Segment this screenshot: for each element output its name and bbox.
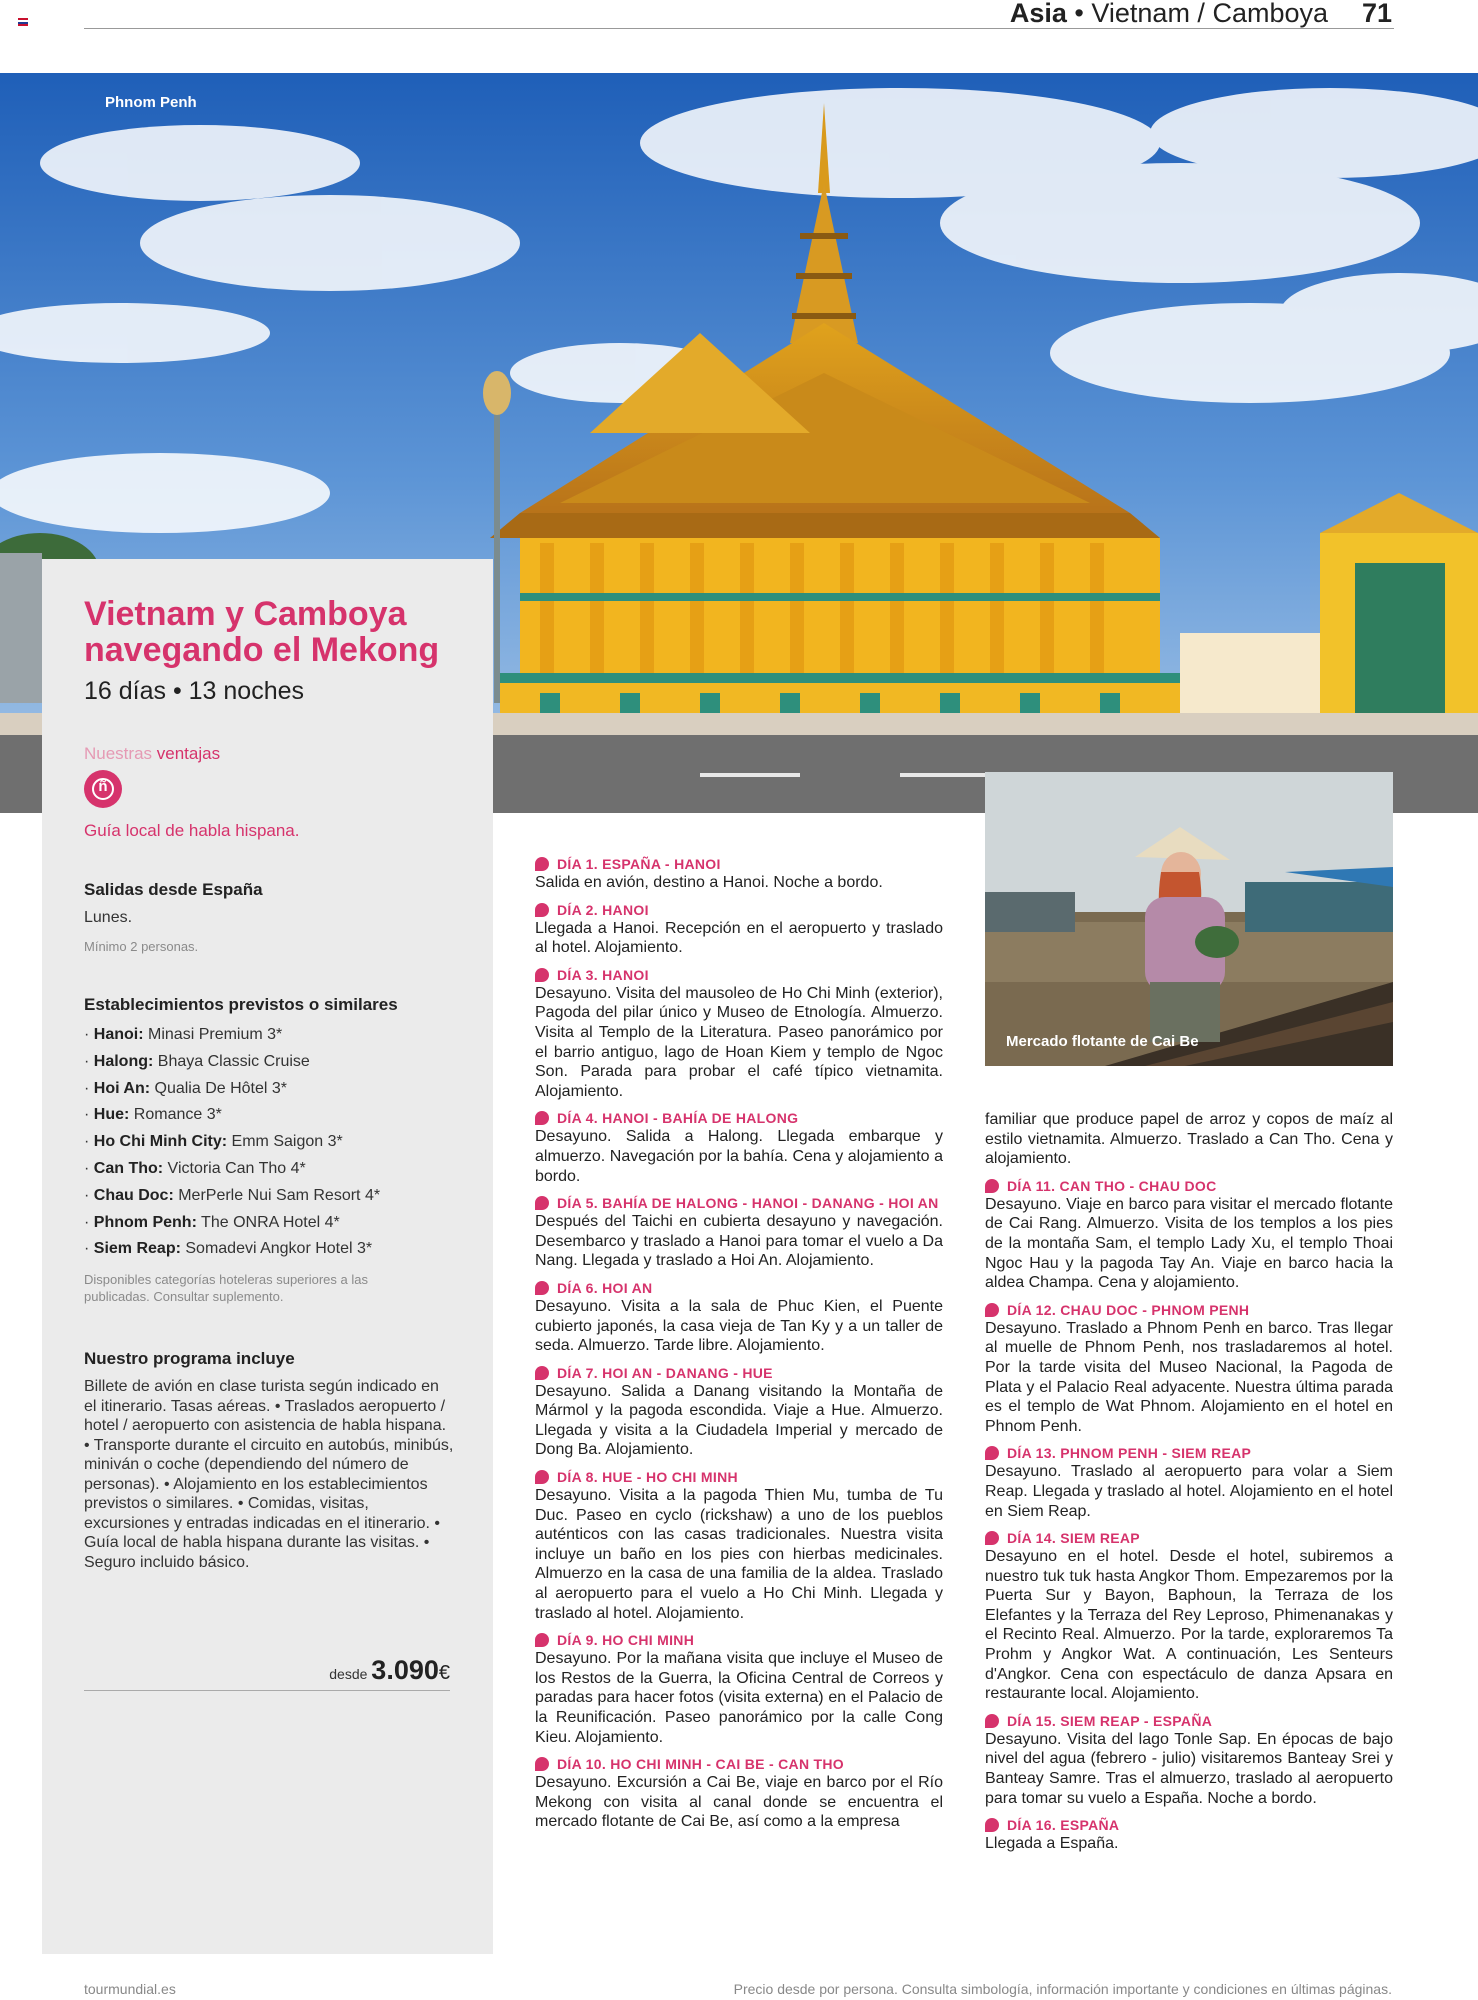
day-title: DÍA 5. BAHÍA DE HALONG - HANOI - DANANG - HOI AN (535, 1194, 943, 1212)
website-link[interactable]: tourmundial.es (84, 1981, 176, 1997)
inset-caption: Mercado flotante de Cai Be (1006, 1033, 1199, 1050)
itinerary-day (985, 1444, 1393, 1521)
region-label: Asia (1009, 0, 1067, 28)
day-text: Desayuno. Visita del mausoleo de Ho Chi Minh (exterior), Pagoda del pilar único y Museo de Etnología. Almuerzo. Visita al Templo de la Literatura. Paseo panorámico por el barrio antiguo, lago de Hoan Kiem y templo de Ngoc Son. Parada para probar el café típico vietnamita. Alojamiento. (535, 984, 943, 1100)
inset-photo (985, 772, 1393, 1066)
itinerary-column-1 (535, 855, 943, 1840)
day-text: Desayuno. Por la mañana visita que incluye el Museo de los Restos de la Guerra, la Oficina Central de Correos y paradas para hacer fotos (visita externa) en el Palacio de la Reunificación. Paseo panorámico por la calle Cong Kieu. Alojamiento. (535, 1650, 943, 1746)
hotel-item: · Phnom Penh: The ONRA Hotel 4* (84, 1213, 340, 1231)
day-text: Desayuno. Viaje en barco para visitar el mercado flotante de Cai Rang. Almuerzo. Visita de los templos a los pies de la montaña Sam, el templo Lady Xu, el templo Thoai Ngoc Hau y la pagoda Tay An. Viaje en barco hacia la aldea Champa. Cena y alojamiento. (985, 1195, 1393, 1292)
footer-disclaimer: Precio desde por persona. Consulta simbología, información importante y condiciones en últimas páginas. (733, 1981, 1392, 1997)
day-title: DÍA 11. CAN THO - CHAU DOC (985, 1177, 1393, 1195)
day-text: Llegada a Hanoi. Recepción en el aeropuerto y traslado al hotel. Alojamiento. (535, 919, 943, 957)
hotel-item: · Chau Doc: MerPerle Nui Sam Resort 4* (84, 1186, 381, 1204)
day-text: Desayuno. Salida a Danang visitando la Montaña de Mármol y la pagoda escondida. Viaje a Hue. Almuerzo. Llegada y visita a la Ciudadela Imperial y mercado de Dong Ba. Alojamiento. (535, 1382, 943, 1459)
day-text: Desayuno. Traslado al aeropuerto para volar a Siem Reap. Llegada y traslado al hotel. Alojamiento en el hotel en Siem Reap. (985, 1463, 1393, 1520)
itinerary-day (535, 1631, 943, 1747)
itinerary-day (985, 1816, 1393, 1854)
advantages-heading (84, 744, 220, 764)
day-text: Desayuno. Salida a Halong. Llegada embarque y almuerzo. Navegación por la bahía. Cena y alojamiento a bordo. (535, 1128, 943, 1185)
day-text: Desayuno. Visita a la pagoda Thien Mu, tumba de Tu Duc. Paseo en cyclo (rickshaw) a uno de los pueblos auténticos con las casas tradicionales. Nuestra visita incluye un baño en los pies con hierbas medicinales. Almuerzo en la casa de una familia de la aldea. Traslado al aeropuerto para el vuelo a Ho Chi Minh. Llegada y traslado al hotel. Alojamiento. (535, 1487, 943, 1622)
advantages-heading-bold: ventajas (156, 744, 221, 763)
countries-label: Vietnam / Camboya (1091, 0, 1328, 28)
itinerary-day (535, 901, 943, 958)
departure-days: Lunes. (84, 909, 133, 926)
day-text: Desayuno. Traslado a Phnom Penh en barco. Tras llegar al muelle de Phnom Penh, nos trasladaremos al hotel. Por la tarde visita del Museo Nacional, la Pagoda de Plata y el Palacio Real adyacente. Nuestra última parada es el templo de Wat Phnom. Alojamiento en el hotel en Phnom Penh. (985, 1319, 1393, 1435)
itinerary-day (535, 1194, 943, 1271)
day-title: DÍA 7. HOI AN - DANANG - HUE (535, 1364, 943, 1382)
title-separator: • (1066, 0, 1092, 28)
page-number: 71 (1361, 0, 1392, 28)
day-title: DÍA 12. CHAU DOC - PHNOM PENH (985, 1301, 1393, 1319)
day-title: DÍA 15. SIEM REAP - ESPAÑA (985, 1712, 1393, 1730)
day-title: DÍA 6. HOI AN (535, 1279, 943, 1297)
itinerary-day (985, 1712, 1393, 1808)
hotel-item: · Hanoi: Minasi Premium 3* (84, 1026, 283, 1043)
day-text: Desayuno. Visita a la sala de Phuc Kien, el Puente cubierto japonés, la casa vieja de Tan Ky y a un taller de seda. Almuerzo. Tarde libre. Alojamiento. (535, 1297, 943, 1355)
trip-title: Vietnam y Camboya navegando el Mekong (84, 595, 440, 669)
minimum-people-note: Mínimo 2 personas. (84, 939, 199, 954)
day-text: Llegada a España. (985, 1835, 1119, 1853)
itinerary-day (535, 1109, 943, 1186)
day-title: DÍA 1. ESPAÑA - HANOI (535, 855, 943, 873)
hotel-item: · Ho Chi Minh City: Emm Saigon 3* (84, 1133, 343, 1151)
itinerary-day (535, 855, 943, 893)
trip-duration: 16 días • 13 noches (84, 677, 305, 705)
spanish-guide-glyph: ñ (98, 778, 108, 795)
day-title: DÍA 2. HANOI (535, 901, 943, 919)
hotel-list (84, 1022, 464, 1263)
hotel-item: · Halong: Bhaya Classic Cruise (84, 1052, 310, 1070)
itinerary-column-2 (985, 1110, 1393, 1862)
day-title: DÍA 3. HANOI (535, 966, 943, 984)
itinerary-day-continued (985, 1110, 1393, 1169)
day-title: DÍA 16. ESPAÑA (985, 1816, 1393, 1834)
day-text: Después del Taichi en cubierta desayuno y navegación. Desembarco y traslado a Hanoi para tomar el vuelo a Da Nang. Llegada y traslado a Hoi An. Alojamiento. (535, 1213, 943, 1270)
itinerary-day (535, 966, 943, 1102)
day-text: Desayuno. Excursión a Cai Be, viaje en barco por el Río Mekong con visita al canal donde se encuentra el mercado flotante de Cai Be, así como a la empresa (535, 1774, 943, 1831)
hotels-note: Disponibles categorías hoteleras superiores a las publicadas. Consultar suplemento. (84, 1272, 368, 1304)
itinerary-day (985, 1529, 1393, 1704)
price-currency: € (438, 1662, 450, 1684)
day-text: Desayuno. Visita del lago Tonle Sap. En épocas de bajo nivel del agua (febrero - julio) visitaremos Banteay Srei y Banteay Samre. Tras el almuerzo, traslado al aeropuerto para tomar su vuelo a España. Noche a bordo. (985, 1730, 1393, 1807)
flag-icon (18, 18, 28, 26)
itinerary-day (535, 1755, 943, 1832)
day-title: DÍA 4. HANOI - BAHÍA DE HALONG (535, 1109, 943, 1127)
hotel-item: · Hue: Romance 3* (84, 1106, 222, 1124)
day-text: Desayuno en el hotel. Desde el hotel, subiremos a nuestro tuk tuk hasta Angkor Thom. Empezaremos por la Puerta Sur y Bayon, Baphoun, la Terraza de los Elefantes y la Terraza del Rey Leproso, Phimenanakas y el Recinto Real. Almuerzo. Por la tarde, exploraremos Ta Prohm y Angkor Wat. A continuación, Les Senteurs d'Angkor. Cena con espectáculo de danza Apsara en restaurante local. Alojamiento. (985, 1548, 1393, 1703)
hotel-item: · Can Tho: Victoria Can Tho 4* (84, 1159, 306, 1177)
day-text: familiar que produce papel de arroz y copos de maíz al estilo vietnamita. Almuerzo. Traslado a Can Tho. Cena y alojamiento. (985, 1111, 1393, 1168)
advantage-text: Guía local de habla hispana. (84, 821, 300, 840)
itinerary-day (535, 1364, 943, 1460)
price (84, 1655, 450, 1686)
day-title: DÍA 10. HO CHI MINH - CAI BE - CAN THO (535, 1755, 943, 1773)
includes-text: Billete de avión en clase turista según indicado en el itinerario. Tasas aéreas. • Traslados aeropuerto / hotel / aeropuerto con asistencia de habla hispana. • Transporte durante el circuito en autobús, minibús, miniván o coche (dependiendo del número de personas). • Alojamiento en los establecimientos previstos o similares. • Comidas, visitas, excursiones y entradas indicadas en el itinerario. • Guía local de habla hispana durante las visitas. • Seguro incluido básico. (84, 1378, 454, 1571)
day-title: DÍA 14. SIEM REAP (985, 1529, 1393, 1547)
price-amount: 3.090 (371, 1655, 439, 1685)
price-prefix: desde (329, 1666, 372, 1682)
day-title: DÍA 13. PHNOM PENH - SIEM REAP (985, 1444, 1393, 1462)
itinerary-day (535, 1468, 943, 1623)
hotel-item: · Siem Reap: Somadevi Angkor Hotel 3* (84, 1240, 373, 1258)
day-title: DÍA 9. HO CHI MINH (535, 1631, 943, 1649)
price-rule (84, 1690, 450, 1691)
itinerary-day (985, 1301, 1393, 1437)
includes-heading: Nuestro programa incluye (84, 1349, 295, 1368)
day-title: DÍA 8. HUE - HO CHI MINH (535, 1468, 943, 1486)
departures-heading: Salidas desde España (84, 880, 263, 899)
section-title (1010, 0, 1328, 29)
hotels-heading: Establecimientos previstos o similares (84, 995, 398, 1014)
advantages-heading-light: Nuestras (84, 744, 153, 763)
day-text: Salida en avión, destino a Hanoi. Noche a bordo. (535, 874, 883, 891)
itinerary-day (985, 1177, 1393, 1293)
hotel-item: · Hoi An: Qualia De Hôtel 3* (84, 1079, 288, 1097)
hero-caption: Phnom Penh (105, 94, 197, 111)
itinerary-day (535, 1279, 943, 1356)
